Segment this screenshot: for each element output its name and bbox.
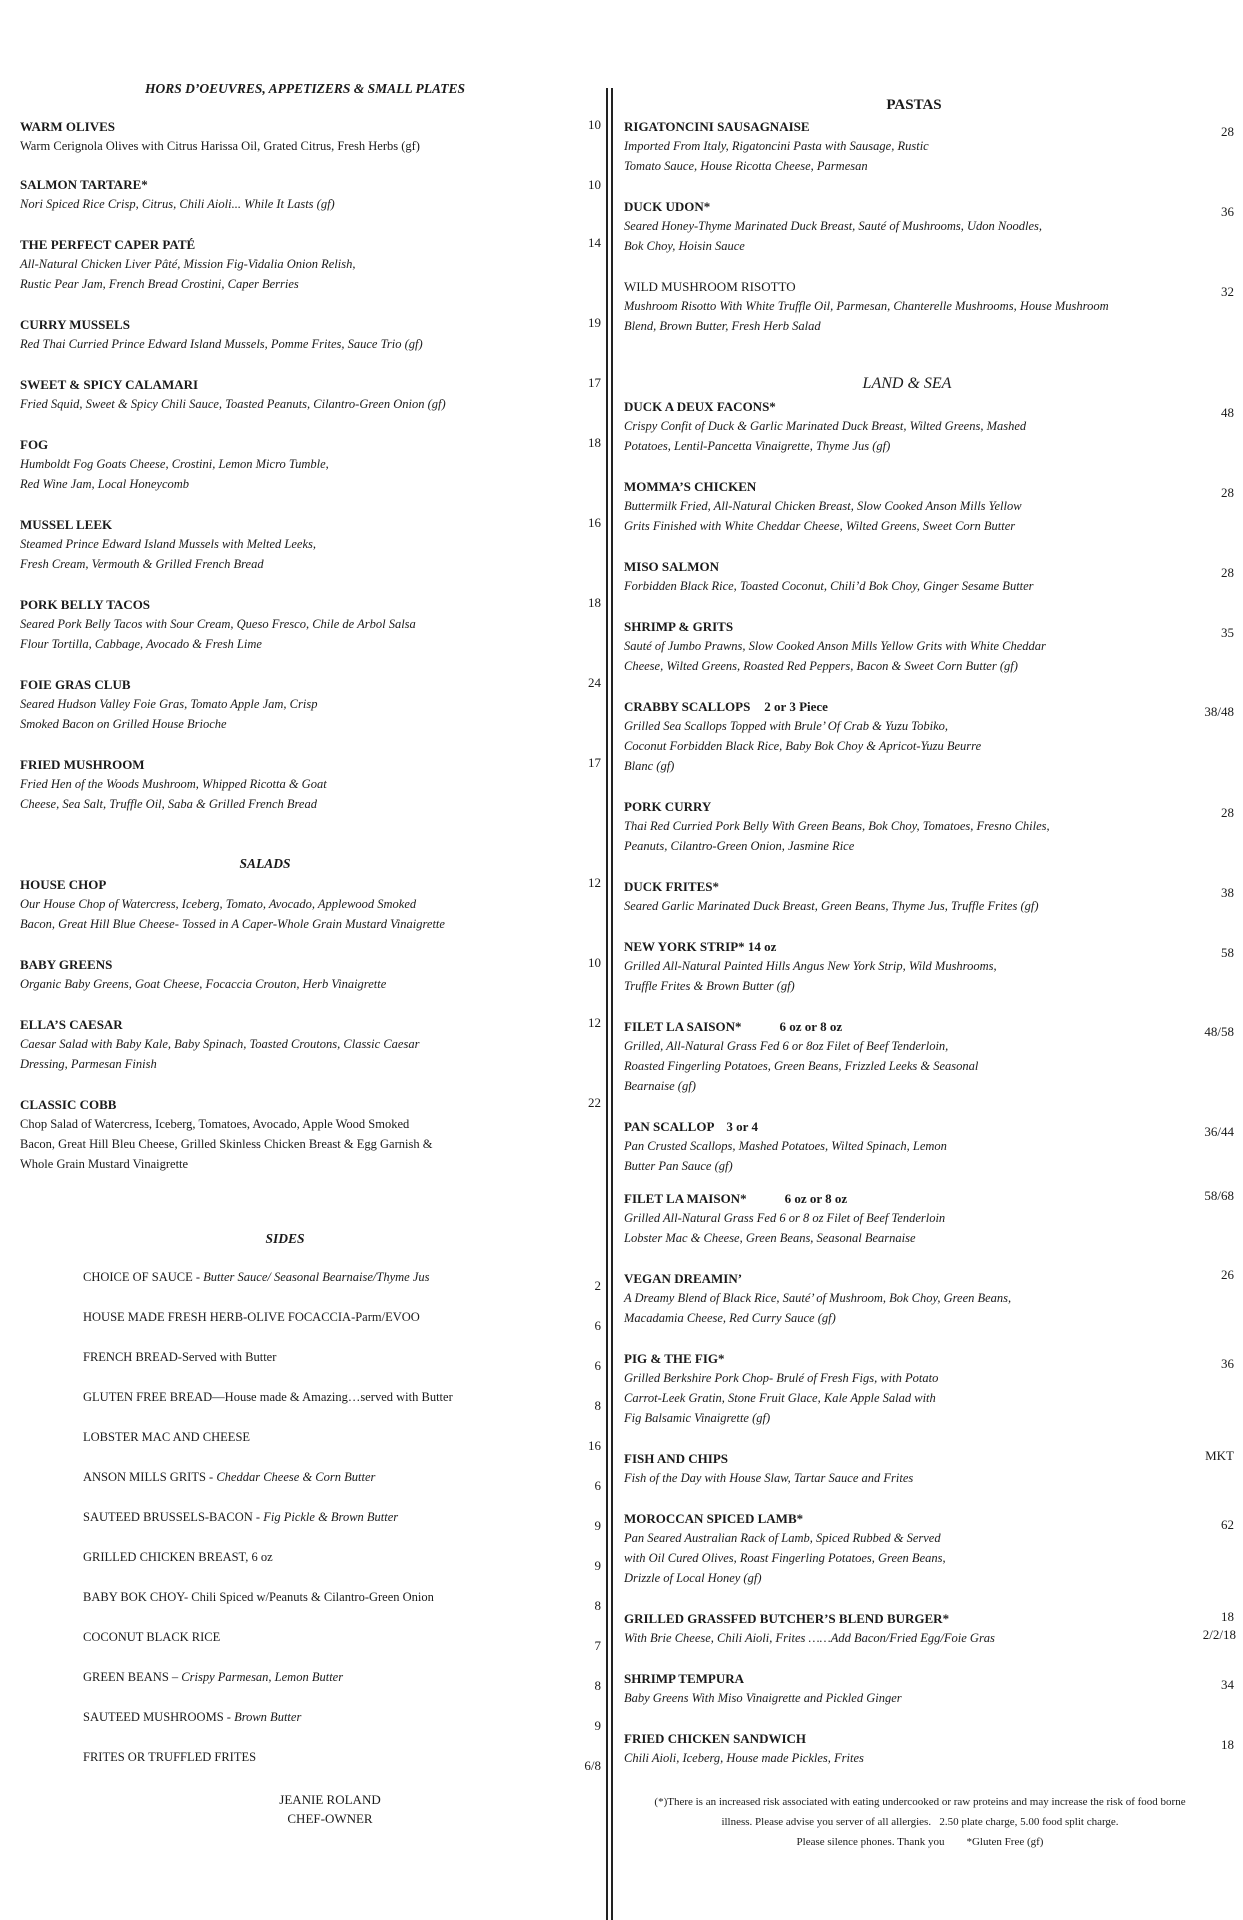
item-name-text: SWEET & SPICY CALAMARI (20, 377, 199, 392)
item-description: Baby Greens With Miso Vinaigrette and Pickled Ginger (624, 1691, 902, 1705)
side-name: GREEN BEANS – (83, 1670, 182, 1684)
item-name-text: WILD MUSHROOM RISOTTO (624, 279, 796, 294)
menu-item (624, 277, 1184, 336)
item-name (20, 117, 540, 136)
item-name-text: FISH AND CHIPS (624, 1451, 729, 1466)
item-name (20, 875, 540, 894)
item-price: 28 (1221, 485, 1234, 500)
item-price: 19 (588, 315, 601, 330)
item-price: 28 (1221, 565, 1234, 580)
item-description: Macadamia Cheese, Red Curry Sauce (gf) (624, 1311, 836, 1325)
side-price: 16 (588, 1438, 601, 1453)
side-price: 2 (594, 1278, 601, 1293)
item-name (624, 617, 1184, 636)
side-detail: Crispy Parmesan, Lemon Butter (181, 1670, 344, 1684)
menu-item (20, 315, 540, 354)
item-name (20, 675, 540, 694)
item-price: 32 (1221, 284, 1234, 299)
side-detail: Cheddar Cheese & Corn Butter (216, 1470, 376, 1484)
item-description: Nori Spiced Rice Crisp, Citrus, Chili Aioli... While It Lasts (gf) (20, 197, 335, 211)
item-description: Flour Tortilla, Cabbage, Avocado & Fresh Lime (20, 637, 262, 651)
item-name-text: ELLA’S CAESAR (20, 1017, 123, 1032)
item-price: 18 (588, 435, 601, 450)
item-description: Grilled All-Natural Grass Fed 6 or 8 oz Filet of Beef Tenderloin (624, 1211, 946, 1225)
item-description: Fish of the Day with House Slaw, Tartar Sauce and Frites (624, 1471, 914, 1485)
item-price: 12 (588, 1015, 601, 1030)
item-name-text: MISO SALMON (624, 559, 719, 574)
land-sea-section-title: LAND & SEA (862, 375, 952, 392)
menu-item (624, 1609, 1184, 1648)
item-price: 38 (1221, 885, 1234, 900)
item-price: 17 (588, 755, 601, 770)
item-price: 16 (588, 515, 601, 530)
side-item (83, 1430, 250, 1445)
item-description: Mushroom Risotto With White Truffle Oil, Parmesan, Chanterelle Mushrooms, House Mushroom (624, 299, 1109, 313)
item-price: MKT (1205, 1448, 1234, 1463)
menu-item (624, 1189, 1184, 1248)
item-price: 18 (588, 595, 601, 610)
side-name: FRITES OR TRUFFLED FRITES (83, 1750, 257, 1764)
menu-item (20, 117, 540, 156)
item-name (20, 515, 540, 534)
side-name: COCONUT BLACK RICE (83, 1630, 221, 1644)
side-item (83, 1710, 301, 1725)
item-price: 17 (588, 375, 601, 390)
menu-item (624, 617, 1184, 676)
item-price: 36/44 (1204, 1124, 1234, 1139)
item-price: 12 (588, 875, 601, 890)
item-name-text: CRABBY SCALLOPS (624, 699, 751, 714)
item-name-text: MUSSEL LEEK (20, 517, 113, 532)
menu-item (624, 697, 1184, 776)
item-name (624, 877, 1184, 896)
side-item (83, 1470, 375, 1485)
item-description: Dressing, Parmesan Finish (20, 1057, 157, 1071)
side-detail: Brown Butter (234, 1710, 302, 1724)
side-price: 6 (594, 1318, 601, 1333)
item-name-text: PIG & THE FIG* (624, 1351, 725, 1366)
menu-item (20, 675, 540, 734)
item-name (624, 1609, 1184, 1628)
item-name-text: VEGAN DREAMIN’ (624, 1271, 743, 1286)
item-description: Seared Garlic Marinated Duck Breast, Green Beans, Thyme Jus, Truffle Frites (gf) (624, 899, 1039, 913)
item-name (20, 955, 540, 974)
item-description: Truffle Frites & Brown Butter (gf) (624, 979, 795, 993)
item-name-text: WARM OLIVES (20, 119, 115, 134)
item-name (20, 175, 540, 194)
menu-item (20, 875, 540, 934)
menu-item (624, 1349, 1184, 1428)
column-divider-left-line (606, 88, 608, 1920)
item-description: with Oil Cured Olives, Roast Fingerling Potatoes, Green Beans, (624, 1551, 946, 1565)
item-name (624, 117, 1184, 136)
item-name-text: SHRIMP TEMPURA (624, 1671, 745, 1686)
item-name (624, 697, 1184, 716)
item-price: 36 (1221, 204, 1234, 219)
item-price: 36 (1221, 1356, 1234, 1371)
item-name (624, 797, 1184, 816)
chef-title: CHEF-OWNER (287, 1811, 373, 1826)
side-detail: Butter Sauce/ Seasonal Bearnaise/Thyme Jus (203, 1270, 430, 1284)
side-item (83, 1350, 276, 1365)
item-name-text: HOUSE CHOP (20, 877, 107, 892)
side-item (83, 1510, 398, 1525)
item-name-text: THE PERFECT CAPER PATÉ (20, 237, 196, 252)
item-description: All-Natural Chicken Liver Pâté, Mission Fig-Vidalia Onion Relish, (20, 257, 356, 271)
side-item (83, 1670, 343, 1685)
item-description: Forbidden Black Rice, Toasted Coconut, Chili’d Bok Choy, Ginger Sesame Butter (624, 579, 1034, 593)
side-name: ANSON MILLS GRITS - (83, 1470, 217, 1484)
side-item (83, 1390, 453, 1405)
item-description: Bacon, Great Hill Bleu Cheese, Grilled Skinless Chicken Breast & Egg Garnish & (20, 1137, 433, 1151)
side-item (83, 1550, 273, 1565)
chef-name: JEANIE ROLAND (279, 1792, 381, 1807)
item-description: Grilled Berkshire Pork Chop- Brulé of Fresh Figs, with Potato (624, 1371, 939, 1385)
chef-signature (220, 1790, 440, 1828)
item-price: 62 (1221, 1517, 1234, 1532)
menu-item (20, 515, 540, 574)
item-description: Potatoes, Lentil-Pancetta Vinaigrette, Thyme Jus (gf) (624, 439, 891, 453)
item-description: Grilled, All-Natural Grass Fed 6 or 8oz Filet of Beef Tenderloin, (624, 1039, 949, 1053)
item-name (624, 937, 1184, 956)
item-name (20, 1095, 540, 1114)
item-description: Blend, Brown Butter, Fresh Herb Salad (624, 319, 821, 333)
item-name (20, 1015, 540, 1034)
side-price: 7 (594, 1638, 601, 1653)
pastas-section-title: PASTAS (886, 97, 942, 113)
item-description: Sauté of Jumbo Prawns, Slow Cooked Anson Mills Yellow Grits with White Cheddar (624, 639, 1046, 653)
item-description: Warm Cerignola Olives with Citrus Harissa Oil, Grated Citrus, Fresh Herbs (gf) (20, 139, 420, 153)
item-name-text: MOROCCAN SPICED LAMB* (624, 1511, 804, 1526)
item-name-text: FOG (20, 437, 49, 452)
item-description: Red Wine Jam, Local Honeycomb (20, 477, 190, 491)
menu-item (624, 477, 1184, 536)
side-name: BABY BOK CHOY- Chili Spiced w/Peanuts & Cilantro-Green Onion (83, 1590, 434, 1604)
item-description: Bacon, Great Hill Blue Cheese- Tossed in A Caper-Whole Grain Mustard Vinaigrette (20, 917, 445, 931)
menu-item (624, 877, 1184, 916)
side-price: 8 (594, 1398, 601, 1413)
item-description: Caesar Salad with Baby Kale, Baby Spinach, Toasted Croutons, Classic Caesar (20, 1037, 420, 1051)
item-name (624, 1729, 1184, 1748)
item-name (624, 1117, 1184, 1136)
item-description: Grilled All-Natural Painted Hills Angus New York Strip, Wild Mushrooms, (624, 959, 997, 973)
item-description: Cheese, Sea Salt, Truffle Oil, Saba & Grilled French Bread (20, 797, 317, 811)
item-price-secondary: 2/2/18 (1202, 1627, 1236, 1642)
menu-item (624, 1729, 1184, 1768)
item-name-text: GRILLED GRASSFED BUTCHER’S BLEND BURGER* (624, 1611, 950, 1626)
item-description: Bearnaise (gf) (624, 1079, 696, 1093)
item-description: Fried Hen of the Woods Mushroom, Whipped Ricotta & Goat (20, 777, 327, 791)
item-description: Chop Salad of Watercress, Iceberg, Tomatoes, Avocado, Apple Wood Smoked (20, 1117, 410, 1131)
item-description: Smoked Bacon on Grilled House Brioche (20, 717, 227, 731)
side-price: 6/8 (584, 1758, 601, 1773)
item-description: Pan Seared Australian Rack of Lamb, Spiced Rubbed & Served (624, 1531, 941, 1545)
item-name-text: FRIED MUSHROOM (20, 757, 145, 772)
side-name: SAUTEED BRUSSELS-BACON - (83, 1510, 264, 1524)
side-name: HOUSE MADE FRESH HERB-OLIVE FOCACCIA-Parm/EVOO (83, 1310, 420, 1324)
menu-item (624, 1509, 1184, 1588)
item-price: 22 (588, 1095, 601, 1110)
item-name (624, 1449, 1184, 1468)
column-divider-right-line (611, 88, 613, 1920)
hors-section-title: HORS D’OEUVRES, APPETIZERS & SMALL PLATES (144, 81, 466, 96)
item-description: Coconut Forbidden Black Rice, Baby Bok Choy & Apricot-Yuzu Beurre (624, 739, 982, 753)
item-name (624, 1017, 1184, 1036)
menu-item (624, 1017, 1184, 1096)
item-name (20, 755, 540, 774)
item-price: 35 (1221, 625, 1234, 640)
item-description: Tomato Sauce, House Ricotta Cheese, Parmesan (624, 159, 868, 173)
menu-item (624, 197, 1184, 256)
item-name-text: DUCK UDON* (624, 199, 711, 214)
menu-item (20, 1095, 540, 1174)
side-item (83, 1310, 420, 1325)
item-price: 34 (1221, 1677, 1234, 1692)
footnote-line: Please silence phones. Thank you *Gluten Free (gf) (796, 1836, 1044, 1848)
side-price: 9 (594, 1518, 601, 1533)
item-name (624, 477, 1184, 496)
item-name (624, 557, 1184, 576)
item-name-text: CURRY MUSSELS (20, 317, 130, 332)
menu-item (20, 595, 540, 654)
item-description: Fresh Cream, Vermouth & Grilled French Bread (20, 557, 264, 571)
item-name (624, 1349, 1184, 1368)
menu-item (20, 375, 540, 414)
item-name (624, 277, 1184, 296)
item-price: 58 (1221, 945, 1234, 960)
menu-item (624, 557, 1184, 596)
item-price: 14 (588, 235, 601, 250)
menu-item (624, 1117, 1184, 1176)
item-portion: 2 or 3 Piece (764, 699, 828, 714)
side-price: 6 (594, 1358, 601, 1373)
item-price: 28 (1221, 124, 1234, 139)
item-description: Seared Hudson Valley Foie Gras, Tomato Apple Jam, Crisp (20, 697, 318, 711)
item-description: Our House Chop of Watercress, Iceberg, Tomato, Avocado, Applewood Smoked (20, 897, 417, 911)
item-description: Lobster Mac & Cheese, Green Beans, Seasonal Bearnaise (624, 1231, 916, 1245)
menu-item (624, 117, 1184, 176)
side-detail: Fig Pickle & Brown Butter (263, 1510, 399, 1524)
item-description: Chili Aioli, Iceberg, House made Pickles, Frites (624, 1751, 864, 1765)
menu-item (20, 1015, 540, 1074)
item-price: 58/68 (1204, 1188, 1234, 1203)
side-name: FRENCH BREAD-Served with Butter (83, 1350, 277, 1364)
item-description: Seared Pork Belly Tacos with Sour Cream, Queso Fresco, Chile de Arbol Salsa (20, 617, 416, 631)
item-description: A Dreamy Blend of Black Rice, Sauté’ of Mushroom, Bok Choy, Green Beans, (624, 1291, 1012, 1305)
side-name: GLUTEN FREE BREAD—House made & Amazing…served with Butter (83, 1390, 453, 1404)
menu-item (624, 937, 1184, 996)
side-price: 8 (594, 1598, 601, 1613)
item-description: Seared Honey-Thyme Marinated Duck Breast, Sauté of Mushrooms, Udon Noodles, (624, 219, 1042, 233)
item-description: Crispy Confit of Duck & Garlic Marinated Duck Breast, Wilted Greens, Mashed (624, 419, 1027, 433)
item-description: Buttermilk Fried, All-Natural Chicken Breast, Slow Cooked Anson Mills Yellow (624, 499, 1022, 513)
side-price: 9 (594, 1718, 601, 1733)
salads-section-title: SALADS (239, 856, 291, 871)
footnote-line: illness. Please advise you server of all allergies. 2.50 plate charge, 5.00 food split charge. (721, 1816, 1119, 1828)
item-name-text: SALMON TARTARE* (20, 177, 148, 192)
item-name (624, 1669, 1184, 1688)
item-name-text: NEW YORK STRIP* 14 oz (624, 939, 777, 954)
item-description: Whole Grain Mustard Vinaigrette (20, 1157, 189, 1171)
menu-item (624, 397, 1184, 456)
side-item (83, 1590, 434, 1605)
item-name (624, 1269, 1184, 1288)
footnote-line: (*)There is an increased risk associated with eating undercooked or raw proteins and may increase the risk of food borne (654, 1796, 1186, 1808)
item-description: Imported From Italy, Rigatoncini Pasta with Sausage, Rustic (624, 139, 929, 153)
menu-item (20, 175, 540, 214)
item-name-text: PAN SCALLOP (624, 1119, 715, 1134)
item-price: 38/48 (1204, 704, 1234, 719)
item-name-text: DUCK FRITES* (624, 879, 719, 894)
item-description: Fried Squid, Sweet & Spicy Chili Sauce, Toasted Peanuts, Cilantro-Green Onion (gf) (20, 397, 446, 411)
item-name (20, 595, 540, 614)
menu-item (624, 1449, 1184, 1488)
item-price: 48/58 (1204, 1024, 1234, 1039)
item-description: Fig Balsamic Vinaigrette (gf) (624, 1411, 771, 1425)
item-description: Bok Choy, Hoisin Sauce (624, 239, 745, 253)
side-price: 8 (594, 1678, 601, 1693)
item-name (20, 315, 540, 334)
item-description: Rustic Pear Jam, French Bread Crostini, Caper Berries (20, 277, 299, 291)
menu-item (20, 955, 540, 994)
item-name (624, 1189, 1184, 1208)
item-price: 18 (1221, 1737, 1234, 1752)
item-price: 48 (1221, 405, 1234, 420)
item-name (20, 375, 540, 394)
item-price: 18 (1221, 1609, 1234, 1624)
item-price: 10 (588, 177, 601, 192)
item-name-text: CLASSIC COBB (20, 1097, 117, 1112)
side-name: CHOICE OF SAUCE - (83, 1270, 204, 1284)
item-name-text: FILET LA SAISON* (624, 1019, 742, 1034)
item-description: Humboldt Fog Goats Cheese, Crostini, Lemon Micro Tumble, (20, 457, 329, 471)
item-portion: 6 oz or 8 oz (779, 1019, 843, 1034)
item-name-text: FRIED CHICKEN SANDWICH (624, 1731, 807, 1746)
item-price: 10 (588, 955, 601, 970)
item-name-text: PORK BELLY TACOS (20, 597, 151, 612)
menu-item (20, 235, 540, 294)
item-name-text: SHRIMP & GRITS (624, 619, 734, 634)
item-name-text: FILET LA MAISON* (624, 1191, 747, 1206)
item-portion: 6 oz or 8 oz (784, 1191, 848, 1206)
item-description: Grilled Sea Scallops Topped with Brule’ Of Crab & Yuzu Tobiko, (624, 719, 948, 733)
item-name (624, 397, 1184, 416)
side-item (83, 1630, 220, 1645)
side-name: SAUTEED MUSHROOMS - (83, 1710, 235, 1724)
item-description: Roasted Fingerling Potatoes, Green Beans, Frizzled Leeks & Seasonal (624, 1059, 979, 1073)
item-price: 24 (588, 675, 601, 690)
item-description: Steamed Prince Edward Island Mussels with Melted Leeks, (20, 537, 317, 551)
item-description: Grits Finished with White Cheddar Cheese, Wilted Greens, Sweet Corn Butter (624, 519, 1016, 533)
side-name: LOBSTER MAC AND CHEESE (83, 1430, 251, 1444)
item-price: 10 (588, 117, 601, 132)
item-name-text: BABY GREENS (20, 957, 113, 972)
menu-item (624, 1269, 1184, 1328)
item-name (20, 435, 540, 454)
item-name-text: DUCK A DEUX FACONS* (624, 399, 776, 414)
item-name (624, 197, 1184, 216)
side-price: 6 (594, 1478, 601, 1493)
item-price: 26 (1221, 1267, 1234, 1282)
menu-item (624, 797, 1184, 856)
item-description: Red Thai Curried Prince Edward Island Mussels, Pomme Frites, Sauce Trio (gf) (20, 337, 423, 351)
item-name-text: FOIE GRAS CLUB (20, 677, 131, 692)
side-item (83, 1750, 256, 1765)
item-description: Thai Red Curried Pork Belly With Green Beans, Bok Choy, Tomatoes, Fresno Chiles, (624, 819, 1050, 833)
item-portion: 3 or 4 (726, 1119, 758, 1134)
item-description: Peanuts, Cilantro-Green Onion, Jasmine Rice (624, 839, 855, 853)
item-description: Drizzle of Local Honey (gf) (624, 1571, 762, 1585)
menu-item (20, 435, 540, 494)
item-description: Butter Pan Sauce (gf) (624, 1159, 733, 1173)
item-name-text: MOMMA’S CHICKEN (624, 479, 757, 494)
side-price: 9 (594, 1558, 601, 1573)
menu-item (624, 1669, 1184, 1708)
item-name (20, 235, 540, 254)
item-name (624, 1509, 1184, 1528)
sides-section-title: SIDES (265, 1231, 305, 1246)
side-item (83, 1270, 430, 1285)
item-description: Carrot-Leek Gratin, Stone Fruit Glace, Kale Apple Salad with (624, 1391, 936, 1405)
item-description: With Brie Cheese, Chili Aioli, Frites ……Add Bacon/Fried Egg/Foie Gras (624, 1631, 995, 1645)
item-name-text: RIGATONCINI SAUSAGNAISE (624, 119, 810, 134)
item-description: Pan Crusted Scallops, Mashed Potatoes, Wilted Spinach, Lemon (624, 1139, 947, 1153)
item-description: Blanc (gf) (624, 759, 675, 773)
item-description: Cheese, Wilted Greens, Roasted Red Peppers, Bacon & Sweet Corn Butter (gf) (624, 659, 1018, 673)
side-name: GRILLED CHICKEN BREAST, 6 oz (83, 1550, 273, 1564)
item-description: Organic Baby Greens, Goat Cheese, Focaccia Crouton, Herb Vinaigrette (20, 977, 387, 991)
item-name-text: PORK CURRY (624, 799, 712, 814)
item-price: 28 (1221, 805, 1234, 820)
menu-item (20, 755, 540, 814)
